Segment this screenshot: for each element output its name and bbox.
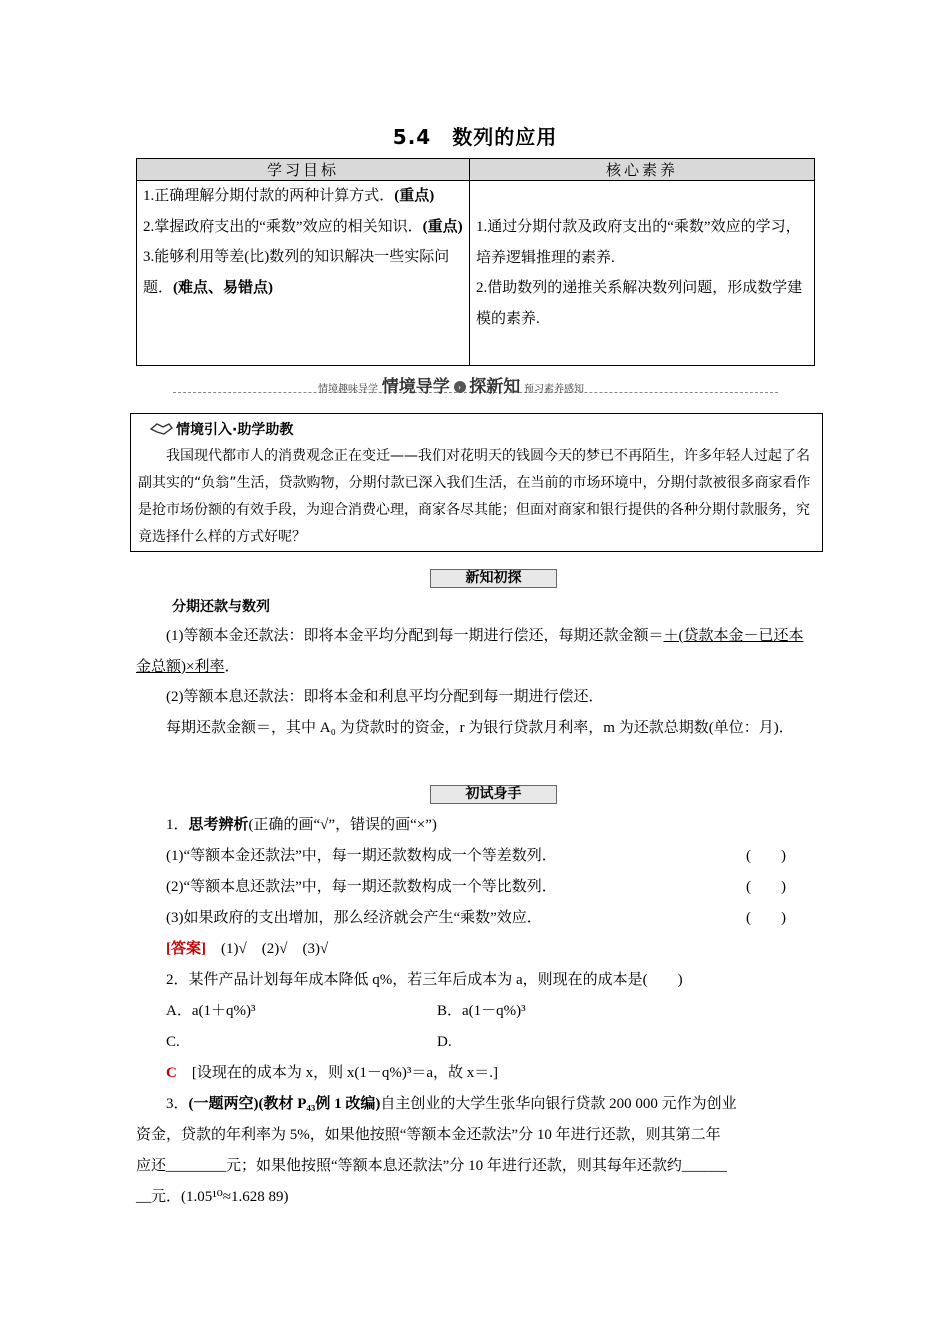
q2-option-c: C. xyxy=(166,1034,180,1050)
objective-item: 2.掌握政府支出的“乘数”效应的相关知识．(重点) xyxy=(143,218,463,235)
para-equal-principal: (1)等额本金还款法：即将本金平均分配到每一期进行偿还，每期还款金额＝＋(贷款本金－已还本金总额)×利率． xyxy=(136,628,804,675)
objectives-right xyxy=(470,181,815,366)
label-try: 初试身手 xyxy=(430,785,557,804)
para-equal-installment: (2)等额本息还款法：即将本金和利息平均分配到每一期进行偿还． xyxy=(166,689,604,705)
intro-box xyxy=(130,413,823,552)
literacy-item: 1.通过分期付款及政府支出的“乘数”效应的学习，培养逻辑推理的素养. xyxy=(476,219,801,266)
handshake-icon xyxy=(149,420,173,436)
objective-item: 1.正确理解分期付款的两种计算方式．(重点) xyxy=(143,188,435,204)
q2-option-d: D. xyxy=(437,1034,452,1050)
header-objectives: 学习目标 xyxy=(137,159,470,181)
q1-answer: [答案] (1)√ (2)√ (3)√ xyxy=(166,941,329,957)
banner-left: 情境趣味导学 xyxy=(318,384,378,395)
q3-line2: 资金，贷款的年利率为 5%，如果他按照“等额本金还款法”分 10 年进行还款，则其第二年 xyxy=(136,1127,721,1143)
banner-main1: 情境导学 xyxy=(381,377,450,397)
objective-item: 3.能够利用等差(比)数列的知识解决一些实际问题．(难点、易错点) xyxy=(143,249,450,296)
section-banner xyxy=(173,370,778,397)
q2-option-b: B．a(1－q%)³ xyxy=(437,1003,526,1019)
objectives-left xyxy=(137,181,470,366)
section-heading: 分期还款与数列 xyxy=(172,599,270,615)
q2-answer: C [设现在的成本为 x，则 x(1－q%)³＝a，故 x＝.] xyxy=(166,1065,498,1081)
literacy-item: 2.借助数列的递推关系解决数列问题，形成数学建模的素养. xyxy=(476,280,803,327)
page-title: 5.4 数列的应用 xyxy=(392,125,558,149)
q1-item: (1)“等额本金还款法”中，每一期还款数构成一个等差数列． ( ) xyxy=(166,848,786,864)
q3-line3: 应还________元；如果他按照“等额本息还款法”分 10 年进行还款，则其每年还款约______ xyxy=(136,1158,727,1174)
intro-head: 情境引入·助学助教 xyxy=(176,422,294,438)
q2-stem: 2．某件产品计划每年成本降低 q%，若三年后成本为 a，则现在的成本是( ) xyxy=(166,972,683,988)
arrow-icon: › xyxy=(454,381,466,393)
banner-main2: 探新知 xyxy=(469,377,521,397)
banner-right: 预习素养感知 xyxy=(524,384,584,395)
q3-line4: __元．(1.05¹⁰≈1.628 89) xyxy=(136,1189,289,1205)
q3-line1: 3．(一题两空)(教材 P₄₃例 1 改编)自主创业的大学生张华向银行贷款 200 000 元作为创业 xyxy=(166,1096,737,1112)
q1-item: (2)“等额本息还款法”中，每一期还款数构成一个等比数列． ( ) xyxy=(166,879,786,895)
q2-option-a: A．a(1＋q%)³ xyxy=(166,1003,256,1019)
objectives-table xyxy=(136,158,815,366)
intro-body: 我国现代都市人的消费观念正在变迁——我们对花明天的钱圆今天的梦已不再陌生，许多年轻人过起了名副其实的“负翁”生活，贷款购物，分期付款已深入我们生活，在当前的市场环境中，分期付款被很多商家看作是抢市场份额的有效手段，为迎合消费心理，商家各尽其能；但面对商家和银行提供的各种分期付款服务，究竟选择什么样的方式好呢？ xyxy=(138,448,811,545)
label-new-knowledge: 新知初探 xyxy=(430,569,557,588)
para-formula: 每期还款金额＝，其中 A₀ 为贷款时的资金，r 为银行贷款月利率，m 为还款总期数(单位：月)． xyxy=(166,720,794,736)
q1-stem: 1．思考辨析(正确的画“√”，错误的画“×”) xyxy=(166,817,437,833)
q1-item: (3)如果政府的支出增加，那么经济就会产生“乘数”效应． ( ) xyxy=(166,910,786,926)
header-core-literacy: 核心素养 xyxy=(470,159,815,181)
